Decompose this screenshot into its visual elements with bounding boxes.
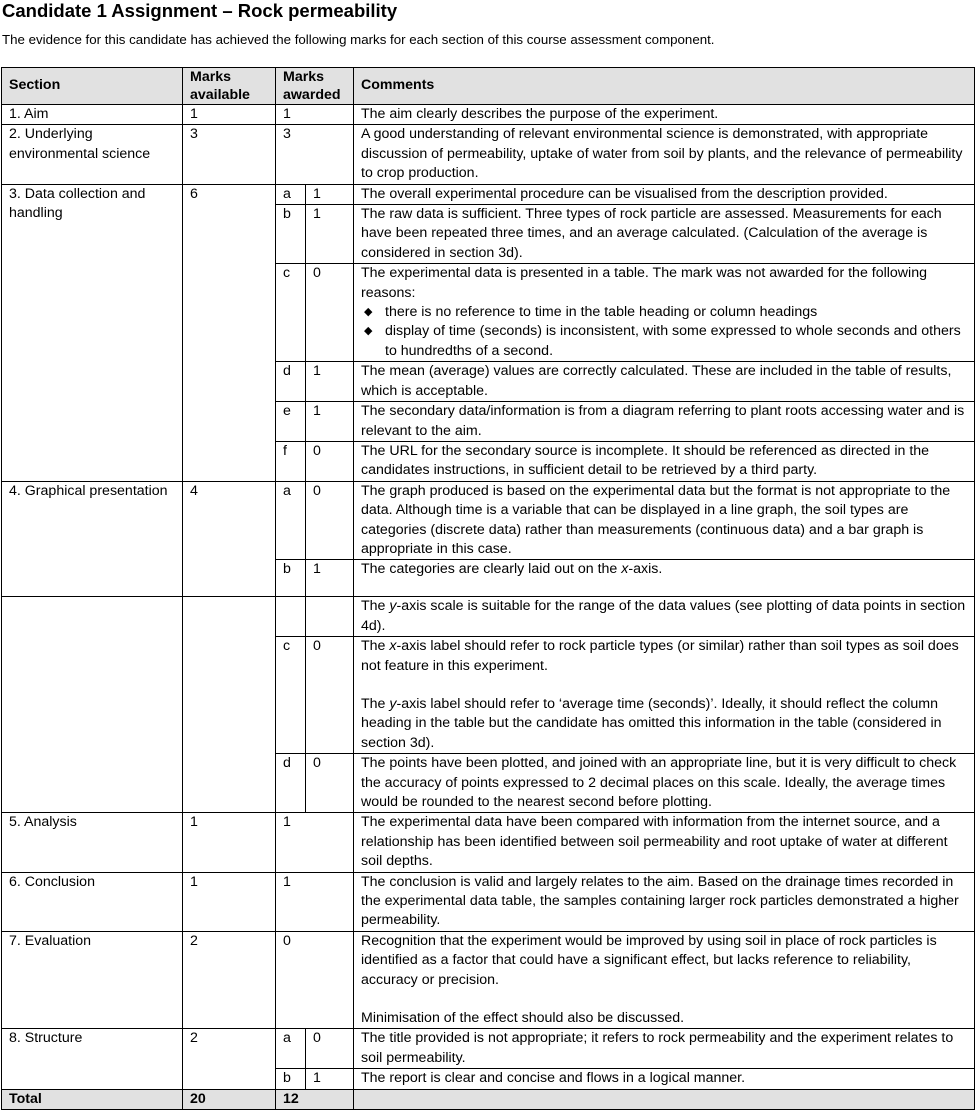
comment-cell: The categories are clearly laid out on the x-axis. [354,560,975,597]
marks-available-cell: 1 [183,105,276,125]
comment-cell: The graph produced is based on the experimental data but the format is not appropriate to the data. Although time is a variable that can be displayed in a line graph, the soil types are categories (discrete data) rather than measurements (continuous data) and a bar graph is appropriate in this case. [354,481,975,560]
total-awarded: 12 [276,1089,354,1109]
subsection-label: a [276,481,306,560]
marks-available-cell: 1 [183,872,276,931]
comment-cell: The conclusion is valid and largely relates to the aim. Based on the drainage times recorded in the experimental data table, the samples containing larger rock particles demonstrated a higher permeability. [354,872,975,931]
marks-available-cell: 4 [183,481,276,597]
table-row [2,1029,975,1069]
subsection-mark: 1 [306,205,354,264]
subsection-mark: 1 [306,184,354,204]
subsection-label: a [276,184,306,204]
header-marks-awarded: Marks awarded [276,68,354,105]
comment-cell: The mean (average) values are correctly calculated. These are included in the table of results, which is acceptable. [354,362,975,402]
total-comment-cell [354,1089,975,1109]
marks-available-cell [183,597,276,813]
comment-text: -axis scale is suitable for the range of the data values (see plotting of data points in section 4d). [361,598,966,634]
subsection-mark: 1 [306,362,354,402]
total-row [2,1089,975,1109]
comment-text: The experimental data is presented in a table. The mark was not awarded for the following reasons: [361,265,927,301]
table-header-row [2,68,975,105]
marks-awarded-cell: 3 [276,125,354,184]
subsection-label: b [276,1069,306,1089]
marks-available-cell: 1 [183,813,276,872]
marks-available-cell: 2 [183,1029,276,1089]
subsection-label: d [276,362,306,402]
header-marks-available: Marks available [183,68,276,105]
comment-cell: The secondary data/information is from a diagram referring to plant roots accessing water and is relevant to the aim. [354,402,975,442]
comment-cell: The title provided is not appropriate; it refers to rock permeability and the experiment relates to soil permeability. [354,1029,975,1069]
marks-awarded-cell: 1 [276,813,354,872]
comment-cell: The aim clearly describes the purpose of the experiment. [354,105,975,125]
section-cell: 8. Structure [2,1029,183,1089]
subsection-label: c [276,637,306,754]
section-cell: 6. Conclusion [2,872,183,931]
bullet-icon: ◆ [364,306,373,319]
table-row [2,813,975,872]
total-available: 20 [183,1089,276,1109]
header-section: Section [2,68,183,105]
subsection-mark: 0 [306,1029,354,1069]
subsection-label: b [276,205,306,264]
subsection-mark: 0 [306,754,354,813]
intro-text: The evidence for this candidate has achieved the following marks for each section of this course assessment component. [2,32,715,47]
list-item: ◆ display of time (seconds) is inconsistent, with some expressed to whole seconds and others to hundredths of a second. [364,323,961,359]
section-cell: 2. Underlying environmental science [2,125,183,184]
comment-cell: The experimental data have been compared with information from the internet source, and a relationship has been identified between soil permeability and root uptake of water at different soil depths. [354,813,975,872]
table-row [2,105,975,125]
marks-awarded-cell: 1 [276,105,354,125]
bullet-icon: ◆ [364,325,373,338]
subsection-mark [306,597,354,637]
comment-cell: The overall experimental procedure can be visualised from the description provided. [354,184,975,204]
list-item: ◆ there is no reference to time in the table heading or column headings [361,303,970,322]
section-cell: 4. Graphical presentation [2,481,183,597]
comment-cell: The URL for the secondary source is incomplete. It should be referenced as directed in the candidates instructions, in sufficient detail to be retrieved by a third party. [354,441,975,481]
table-row [2,872,975,931]
subsection-mark: 0 [306,637,354,754]
table-row [2,125,975,184]
comment-cell: The points have been plotted, and joined with an appropriate line, but it is very difficult to check the accuracy of points expressed to 2 decimal places on this scale. Ideally, the average times would be rounded to the nearest second before plotting. [354,754,975,813]
table-row [2,597,975,637]
total-label: Total [2,1089,183,1109]
section-cell: 3. Data collection and handling [2,184,183,481]
bullet-list [361,303,970,361]
section-cell: 1. Aim [2,105,183,125]
section-cell: 5. Analysis [2,813,183,872]
page-title: Candidate 1 Assignment – Rock permeability [2,0,398,21]
subsection-label: a [276,1029,306,1069]
subsection-mark: 0 [306,441,354,481]
marks-available-cell: 2 [183,931,276,1029]
comment-cell [354,931,975,1029]
comment-cell: The y-axis scale is suitable for the range of the data values (see plotting of data points in section 4d). [354,597,975,637]
comment-cell: The report is clear and concise and flows in a logical manner. [354,1069,975,1089]
comment-text: Minimisation of the effect should also be discussed. [361,1010,685,1027]
marks-table [1,67,975,1110]
subsection-label: f [276,441,306,481]
comment-cell: A good understanding of relevant environmental science is demonstrated, with appropriate discussion of permeability, uptake of water from soil by plants, and the relevance of permeability to crop production. [354,125,975,184]
subsection-label: e [276,402,306,442]
comment-cell [354,637,975,754]
subsection-mark: 0 [306,481,354,560]
marks-awarded-cell: 0 [276,931,354,1029]
subsection-mark: 1 [306,1069,354,1089]
marks-available-cell: 3 [183,125,276,184]
subsection-label [276,597,306,637]
marks-available-cell: 6 [183,184,276,481]
subsection-mark: 1 [306,402,354,442]
header-comments: Comments [354,68,975,105]
comment-cell: The raw data is sufficient. Three types of rock particle are assessed. Measurements for each have been repeated three times, and an average calculated. (Calculation of the average is considered in section 3d). [354,205,975,264]
table-row [2,184,975,204]
subsection-label: b [276,560,306,597]
subsection-mark: 0 [306,264,354,362]
section-cell: 7. Evaluation [2,931,183,1029]
subsection-label: c [276,264,306,362]
comment-text: The x-axis label should refer to rock particle types (or similar) rather than soil types as soil does not feature in this experiment. [361,638,959,674]
subsection-mark: 1 [306,560,354,597]
comment-text: Recognition that the experiment would be improved by using soil in place of rock particles is identified as a factor that could have a significant effect, but lacks reference to reliability, accuracy or precision. [361,932,937,988]
marks-awarded-cell: 1 [276,872,354,931]
table-row [2,481,975,560]
section-cell [2,597,183,813]
table-row [2,931,975,1029]
comment-text: The y-axis label should refer to ‘average time (seconds)’. Ideally, it should reflect the column heading in the table but the candidate has omitted this information in the table (considered in section 3d). [361,695,942,751]
subsection-label: d [276,754,306,813]
comment-cell [354,264,975,362]
